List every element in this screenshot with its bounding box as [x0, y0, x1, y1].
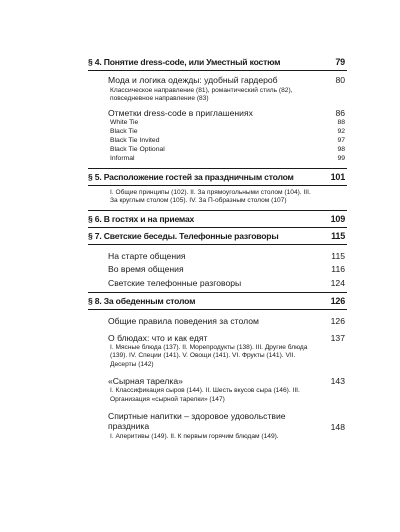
- entry-subtopics: Классическое направление (81), романтический стиль (82), повседневное направление (83): [110, 86, 293, 102]
- section-8-body: [88, 310, 347, 445]
- section-8-heading[interactable]: [88, 292, 347, 310]
- section-title: § 8. За обеденным столом: [88, 296, 196, 307]
- section-title: § 7. Светские беседы. Телефонные разговоры: [88, 230, 279, 241]
- dress-code-list: [88, 119, 347, 164]
- section-title: § 5. Расположение гостей за праздничным столом: [88, 171, 294, 182]
- section-page: 101: [330, 171, 345, 182]
- toc-entry[interactable]: [88, 316, 347, 327]
- entry-page: 124: [330, 277, 345, 288]
- entry-title: Общие правила поведения за столом: [108, 316, 259, 327]
- toc-entry[interactable]: [88, 108, 347, 119]
- toc-entry[interactable]: [88, 376, 347, 404]
- section-page: 115: [331, 230, 345, 241]
- section-title: § 4. Понятие dress-code, или Уместный костюм: [88, 57, 281, 67]
- section-6-heading[interactable]: [88, 210, 347, 228]
- section-4-heading[interactable]: [88, 54, 347, 71]
- entry-title: О блюдах: что и как едят: [108, 332, 208, 343]
- entry-page: 80: [335, 75, 345, 85]
- section-page: 126: [330, 296, 345, 307]
- toc-entry[interactable]: [88, 264, 347, 275]
- entry-page: 148: [330, 421, 345, 432]
- dress-code-item[interactable]: Black Tie Optional 98: [110, 146, 345, 154]
- dress-code-item[interactable]: Black Tie 92: [110, 128, 345, 136]
- entry-title: Спиртные напитки – здоровое удовольствие праздника: [108, 410, 286, 432]
- entry-subtopics: I. Аперитивы (149). II. К первым горячим блюдам (149).: [110, 432, 279, 440]
- entry-page: 126: [330, 316, 345, 327]
- section-page: 79: [335, 57, 345, 67]
- entry-page: 137: [330, 332, 345, 343]
- toc-entry[interactable]: [88, 251, 347, 262]
- dress-code-item[interactable]: Informal 99: [110, 155, 345, 163]
- toc-entry[interactable]: [88, 75, 347, 103]
- entry-subtopics: I. Мясные блюда (137). II. Морепродукты (138). III. Другие блюда (139). IV. Специи (141). V. Овощи (141). VI. Фрукты (141). VII. Десерты (142): [110, 344, 308, 368]
- entry-page: 116: [331, 264, 345, 275]
- section-7-heading[interactable]: [88, 228, 347, 245]
- entry-subtopics: I. Классификация сыров (144). II. Шесть вкусов сыра (146). III. Организация «сырной тарелки» (147): [110, 387, 300, 403]
- toc-entry[interactable]: [88, 333, 347, 369]
- section-5-body: [88, 186, 347, 210]
- section-5-heading[interactable]: [88, 168, 347, 186]
- toc-entry[interactable]: [88, 278, 347, 289]
- entry-title: Мода и логика одежды: удобный гардероб: [108, 75, 278, 85]
- entry-title: «Сырная тарелка»: [108, 375, 183, 386]
- dress-code-item[interactable]: Black Tie Invited 97: [110, 137, 345, 145]
- section-page: 109: [330, 213, 345, 224]
- table-of-contents: [88, 54, 347, 445]
- entry-title: Во время общения: [108, 264, 184, 275]
- section-4-body: [88, 71, 347, 168]
- entry-title: Отметки dress-code в приглашениях: [108, 107, 253, 118]
- entry-page: 143: [330, 375, 345, 386]
- section-7-body: [88, 245, 347, 293]
- entry-page: 115: [331, 250, 345, 261]
- entry-title: Светские телефонные разговоры: [108, 277, 242, 288]
- entry-title: На старте общения: [108, 250, 186, 261]
- toc-entry[interactable]: [88, 411, 347, 441]
- section-title: § 6. В гостях и на приемах: [88, 213, 195, 224]
- entry-page: 86: [335, 107, 345, 118]
- dress-code-item[interactable]: White Tie 88: [110, 119, 345, 127]
- section-subtopics: I. Общие принципы (102). II. За прямоугольными столом (104). III. За круглым столом (105). IV. За П-образным столом (107): [110, 188, 311, 205]
